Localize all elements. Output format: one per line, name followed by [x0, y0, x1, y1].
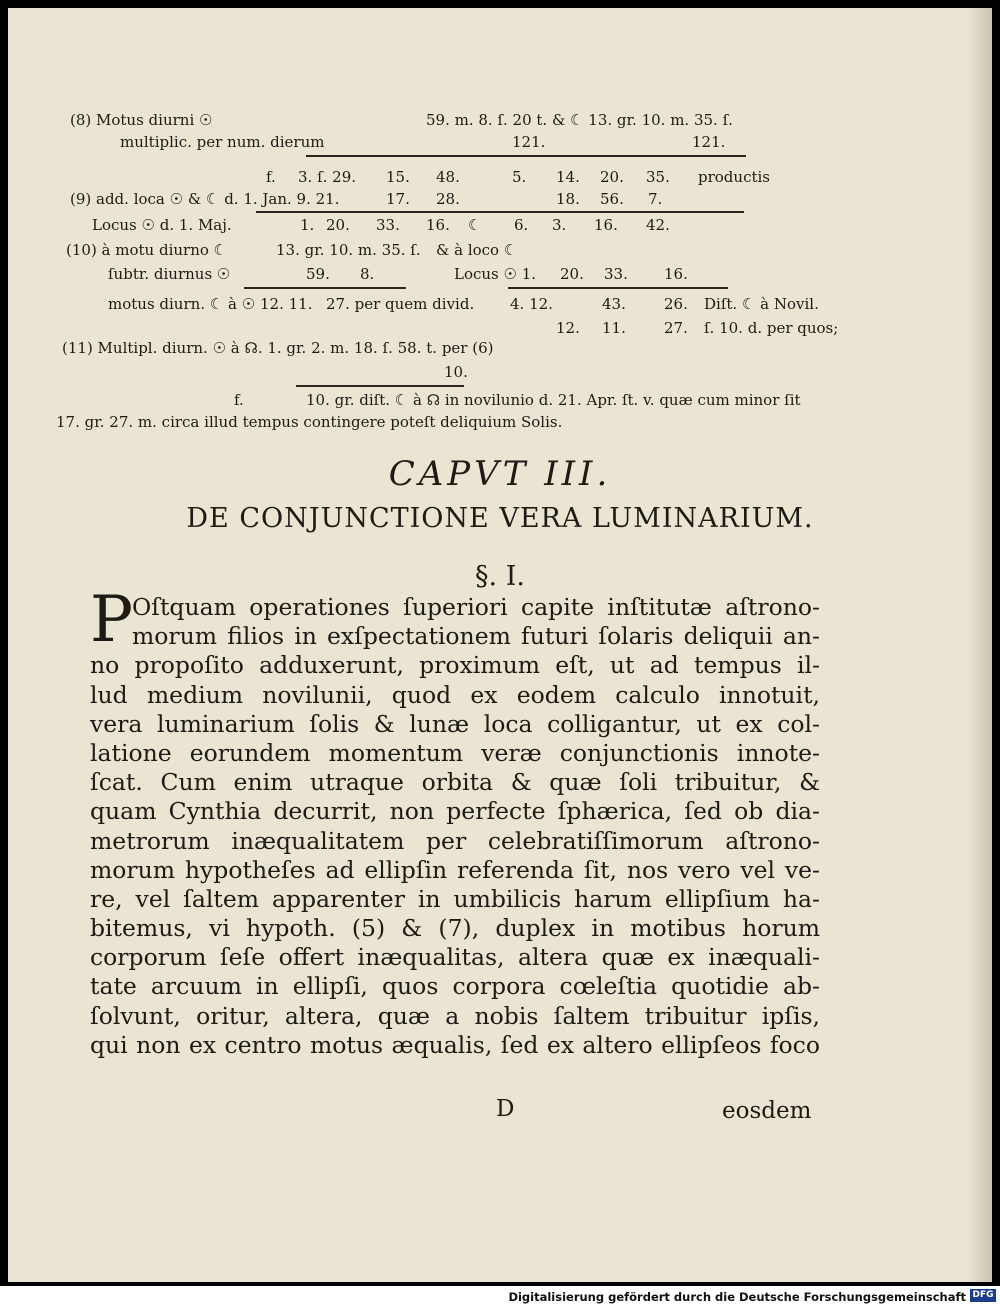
calc-text: 6.: [514, 216, 529, 234]
calc-text: ☾: [468, 216, 482, 234]
section-mark: §. I.: [475, 561, 525, 592]
text-line: latione eorundem momentum veræ conjunctionis innote-: [90, 738, 820, 767]
calc-text: 3.: [552, 216, 567, 234]
calc-text: 42.: [646, 216, 670, 234]
calc-text: 3. ſ. 29.: [298, 168, 357, 186]
calc-text: 59. m. 8. ſ. 20 t. & ☾ 13. gr. 10. m. 35. ſ.: [426, 111, 733, 129]
calc-text: 5.: [512, 168, 527, 186]
text-line: tate arcuum in ellipſi, quos corpora cœleſtia quotidie ab-: [90, 972, 820, 1001]
catchword: eosdem: [722, 1098, 812, 1124]
calc-text: Locus ☉ d. 1. Maj.: [92, 216, 232, 234]
calc-text: (11) Multipl. diurn. ☉ à ☊. 1. gr. 2. m. 18. ſ. 58. t. per (6): [62, 339, 494, 357]
text-line: no propoſito adduxerunt, proximum eſt, ut ad tempus il-: [90, 651, 820, 680]
text-line: metrorum inæqualitatem per celebratiſſimorum aſtrono-: [90, 826, 820, 855]
calc-text: motus diurn. ☾ à ☉ 12. 11.: [108, 295, 313, 313]
calc-text: 56.: [600, 190, 624, 208]
text-line: vera luminarium ſolis & lunæ loca colligantur, ut ex col-: [90, 709, 820, 738]
text-line: ſolvunt, oritur, altera, quæ a nobis ſaltem tribuitur ipſis,: [90, 1001, 820, 1030]
calc-rule: [296, 385, 464, 387]
calc-text: 33.: [604, 265, 628, 283]
calc-text: 20.: [560, 265, 584, 283]
calc-text: (9) add. loca ☉ & ☾ d. 1. Jan. 9. 21.: [70, 190, 340, 208]
calc-text: 33.: [376, 216, 400, 234]
footer-bar: [0, 1286, 1000, 1306]
calc-text: (10) à motu diurno ☾: [66, 241, 228, 259]
calc-text: 16.: [426, 216, 450, 234]
calc-text: 16.: [594, 216, 618, 234]
dfg-logo: DFG: [970, 1289, 996, 1302]
calc-text: multiplic. per num. dierum: [120, 133, 325, 151]
text-line: ſcat. Cum enim utraque orbita & quæ ſoli tribuitur, &: [90, 768, 820, 797]
calc-text: 59.: [306, 265, 330, 283]
calc-rule: [244, 287, 406, 289]
calc-text: 1.: [300, 216, 315, 234]
text-line: corporum ſeſe offert inæqualitas, altera quæ ex inæquali-: [90, 943, 820, 972]
calc-text: (8) Motus diurni ☉: [70, 111, 213, 129]
calc-text: 27.: [664, 319, 688, 337]
calc-text: 14.: [556, 168, 580, 186]
calc-text: 10. gr. diſt. ☾ à ☊ in novilunio d. 21. Apr. ſt. v. quæ cum minor ſit: [306, 391, 801, 409]
calc-text: 20.: [326, 216, 350, 234]
calc-text: 13. gr. 10. m. 35. ſ.: [276, 241, 421, 259]
calc-text: 121.: [512, 133, 546, 151]
text-line: Oſtquam operationes ſuperiori capite inſtitutæ aſtrono-: [132, 593, 820, 621]
calc-text: f.: [266, 168, 276, 186]
calc-text: productis: [698, 168, 770, 186]
calc-text: 4. 12.: [510, 295, 553, 313]
calc-text: 20.: [600, 168, 624, 186]
text-line: qui non ex centro motus æqualis, ſed ex altero ellipſeos foco: [90, 1030, 820, 1059]
text-line: morum filios in exſpectationem futuri ſolaris deliquii an-: [132, 622, 820, 651]
signature-mark: D: [496, 1096, 515, 1122]
calc-text: 17.: [386, 190, 410, 208]
calc-text: 26.: [664, 295, 688, 313]
calc-text: 48.: [436, 168, 460, 186]
calc-rule: [306, 155, 746, 157]
calc-text: 7.: [648, 190, 663, 208]
calc-text: & à loco ☾: [436, 241, 518, 259]
calc-text: 10.: [444, 363, 468, 381]
text-line: bitemus, vi hypoth. (5) & (7), duplex in motibus horum: [90, 914, 820, 943]
calc-text: 12.: [556, 319, 580, 337]
calc-text: ſ. 10. d. per quos;: [704, 319, 839, 337]
calc-text: Diſt. ☾ à Novil.: [704, 295, 819, 313]
calc-rule: [508, 287, 728, 289]
calc-text: ſubtr. diurnus ☉: [108, 265, 231, 283]
text-line: morum hypotheſes ad ellipſin referenda ſit, nos vero vel ve-: [90, 855, 820, 884]
chapter-title: DE CONJUNCTIONE VERA LUMINARIUM.: [186, 503, 814, 534]
calc-text: 8.: [360, 265, 375, 283]
calc-text: 11.: [602, 319, 626, 337]
calc-text: 43.: [602, 295, 626, 313]
footer-credit: Digitalisierung gefördert durch die Deutsche Forschungsgemeinschaft: [508, 1290, 966, 1304]
book-page: [8, 8, 992, 1282]
body-text: [90, 593, 820, 1060]
drop-capital: P: [90, 583, 134, 657]
calc-text: f.: [234, 391, 244, 409]
calc-text: 35.: [646, 168, 670, 186]
calc-text: 28.: [436, 190, 460, 208]
calc-text: 18.: [556, 190, 580, 208]
caput-heading: CAPVT III.: [388, 454, 612, 494]
calc-text: Locus ☉ 1.: [454, 265, 537, 283]
text-line: lud medium novilunii, quod ex eodem calculo innotuit,: [90, 680, 820, 709]
calc-text: 17. gr. 27. m. circa illud tempus contingere poteſt deliquium Solis.: [56, 413, 563, 431]
calc-text: 27. per quem divid.: [326, 295, 475, 313]
calc-rule: [256, 211, 744, 213]
text-line: quam Cynthia decurrit, non perfecte ſphærica, ſed ob dia-: [90, 797, 820, 826]
calc-text: 15.: [386, 168, 410, 186]
calc-text: 121.: [692, 133, 726, 151]
calc-text: 16.: [664, 265, 688, 283]
text-line: re, vel ſaltem apparenter in umbilicis harum ellipſium ha-: [90, 884, 820, 913]
